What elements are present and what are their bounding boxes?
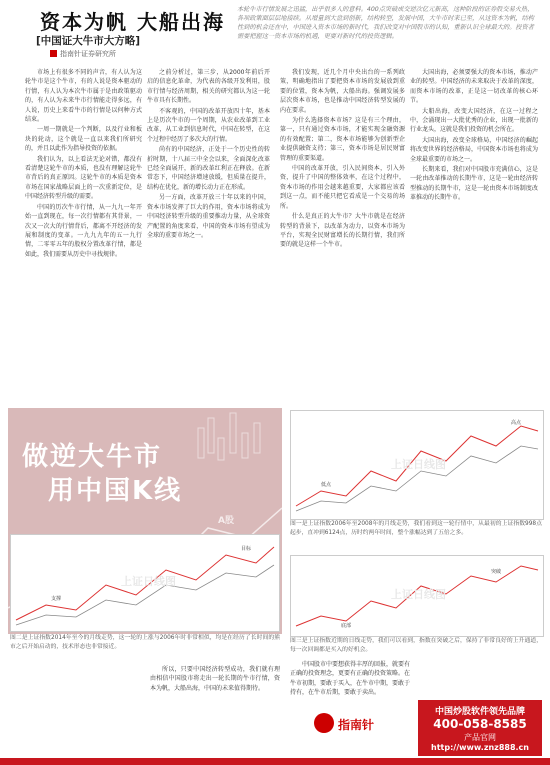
paragraph: 大船出海，改变大国经济，在这一过程之中，会涌现出一大批优秀的企业，出现一批新的行业龙头，这就是我们投资的机会所在。: [410, 107, 538, 134]
paragraph: 不客观的，中国的改革开放四十年，基本上是历次牛市的一个周期，从农业改革到工业改革，从工业到信息时代，中国在转型，在这个过程中经历了多次大的行情。: [147, 107, 270, 143]
paragraph: 大国出海，改变全球格局，中国经济的崛起将改变世界的经济格局，中国资本市场也将成为全球最重要的市场之一。: [410, 136, 538, 163]
text-column-1: [25, 68, 142, 398]
chart-1-label: 低点: [321, 482, 332, 488]
chart-1-title: 上证日线图: [391, 458, 446, 471]
paragraph: 之前分析过，第三步，从2000年前后开启的信息化革命，为代表的各级开发利用，股市行情与经济周期，相关的研究都认为这一轮牛市具有长期性。: [147, 69, 270, 105]
chart-2: [10, 534, 280, 632]
contact-box: [418, 700, 542, 756]
paragraph: 为什么选择资本市场？这是有三个理由，第一，只有通过资本市场，才能实现金融资源的有效配置；第二，资本市场能够为创新型企业提供融资支持；第三，资本市场是居民财富管理的重要渠道。: [280, 117, 405, 162]
text-column-2: [147, 68, 270, 398]
paragraph: 尚有的中国经济，正处于一个历史性的转折时期，十八届三中全会以来，全面深化改革已经全面展开，新的改革红利正在释放。在新常态下，中国经济增速放缓，但质量在提升，结构在优化，新的增长动力正在形成。: [147, 146, 270, 191]
paragraph: 大国出海，必须要强大的资本市场，推动产业的转型。中国经济的未来取决于改革的深度，而资本市场的改革，正是这一切改革的核心环节。: [410, 69, 538, 105]
article-title: 资本为帆 大船出海: [40, 10, 225, 34]
bottom-divider: [0, 758, 550, 765]
website-link[interactable]: http://www.znz888.cn: [431, 743, 529, 752]
text-column-3: [280, 68, 405, 398]
paragraph: 我们发现，近几个月中央出台的一系列政策，明确地指出了要把资本市场的发展放到重要的位置，资本为帆，大船出海。强调发展多层次资本市场，也是推动中国经济转型发展的内在要求。: [280, 69, 405, 114]
website-label: 产品官网: [464, 733, 496, 742]
paragraph: 什么是真正的大牛市？大牛市就是在经济转型的背景下，以改革为动力，以资本市场为平台，实现全民财富增长的长期行情，我们所要的就是这样一个牛市。: [280, 213, 405, 249]
article-author: [50, 49, 116, 59]
article-header: [0, 0, 550, 62]
brand-logo: 指南针: [338, 718, 375, 732]
article-intro: 本轮牛市行情发展之迅猛，出乎很多人的意料。400点突破成交逆次亿元新高，这种阶段的证券股交易火热，各项政策面层层地接续。从增量到大盘到创新，结构转型，发展中国，大牛市时来已至，从这资本为帆，结构性到的机会还在中，中国进入资本市场的新时代，我们改变对中国股市的认知，重新认识全球最大的。投资者需要把握这一资本市场的机遇，更要对新时代的投资逻辑。: [237, 6, 534, 40]
banner-watermark: A股: [218, 516, 234, 526]
chart-2-label: 支撑: [51, 596, 62, 602]
paragraph: 中国股市中要想获得丰厚的回报，就要有正确的投资理念，更要有正确的投资策略。在牛市初期，要敢于买入，在牛市中期，要敢于持有，在牛市后期，要敢于卖出。: [290, 661, 410, 697]
paragraph: 长期来看，我们对中国股市充满信心，这是一轮由改革推动的长期牛市，这是一轮由经济转型推动的长期牛市，这是一轮由资本市场制度改革推动的长期牛市。: [410, 166, 538, 202]
chart-2-caption: 图二是上证指数2014年至今的月线走势，这一轮的上涨与2006年时非常相似，均是在经历了长时间的熊市之后开始启动的，技术形态也非常接近。: [10, 635, 280, 650]
chart-1-label: 高点: [511, 420, 522, 426]
paragraph: 我们认为，以上看法无论对错，都没有看清楚这轮牛市的本质，也没有理解这轮牛市背后的真正原因。这轮牛市的本质是资本市场在国家战略层面上的一次重新定位，是中国经济转型升级的需要。: [25, 155, 142, 201]
company-slogan: 中国炒股软件领先品牌: [434, 707, 525, 717]
banner-headline-1: 做逆大牛市: [22, 442, 163, 472]
chart-3-label: 底部: [341, 623, 352, 629]
compass-logo-icon: [314, 713, 334, 733]
chart-2-title: 上证日线图: [121, 575, 176, 588]
paragraph: 另一方面，改革开放三十年以来的中国，资本市场发挥了巨大的作用，资本市场将成为中国经济转型升级的重要推动力量，从全球资产配置的角度来看，中国的资本市场有望成为全球的重要市场之一。: [147, 194, 270, 239]
article-subtitle: [中国证大牛市大方略]: [36, 35, 141, 47]
paragraph: 所以，只要中国经济转型成功，我们就有理由相信中国股市将走出一轮长期的牛市行情，资本为帆，大船出海，中国的未来值得期待。: [150, 666, 280, 692]
text-column-4: [410, 68, 538, 398]
text-column-5: [290, 660, 410, 698]
contact-phone[interactable]: 400-058-8585: [433, 717, 527, 731]
paragraph: 中国的改革开放，引入民间资本，引入外资，提升了中国的整体效率，在这个过程中，资本市场的作用会越来越重要，大家都应该看到这一点，而不能只把它看成是一个交易的场所。: [280, 165, 405, 210]
author-name: 指南针证券研究所: [60, 50, 116, 58]
author-marker-icon: [50, 50, 57, 57]
chart-3-caption: 图三是上证指数近期的日线走势，我们可以看到，指数在突破之后，保持了非常良好的上升通道，每一次回调都是买入的好机会。: [290, 638, 542, 653]
chart-2-label: 目标: [241, 546, 252, 552]
chart-3-label: 突破: [491, 569, 502, 575]
text-column-6: [150, 665, 280, 697]
chart-1: [290, 410, 544, 520]
paragraph: 一周一期就是一个判断，以及行业和板块的轮动，这个就是一直以来我们所研究的，并且以此作为指导投资的依据。: [25, 126, 142, 153]
banner-headline-2: 用中国K线: [48, 476, 183, 506]
paragraph: 中国的历次牛市行情，从一九九一年开始一直到现在，每一次行情都有其背景，一次又一次大的行情背后，都离不开经济的发展和制度的变革。一九九九年的五一九行情，二零零五年的股权分置改革行情，都是如此，我们需要从历史中寻找规律。: [25, 203, 142, 258]
chart-3-title: 上证日线图: [391, 588, 446, 601]
chart-1-caption: 图一是上证指数2006年至2008年的月线走势，我们看到这一轮行情中，从最初的上证指数998点起步，直冲到6124点，历时约两年时间，整个涨幅达到了五倍之多。: [290, 521, 542, 536]
chart-3: [290, 555, 544, 637]
paragraph: 市场上有很多不同的声音，有人认为这轮牛市是这个牛市，有的人说是资本驱动的行情，有人认为本次牛市属于是由政策驱动的，有人认为未来牛市行情能走得多远，有人说，历史上来看牛市的行情是以何种方式结束。: [25, 69, 142, 124]
